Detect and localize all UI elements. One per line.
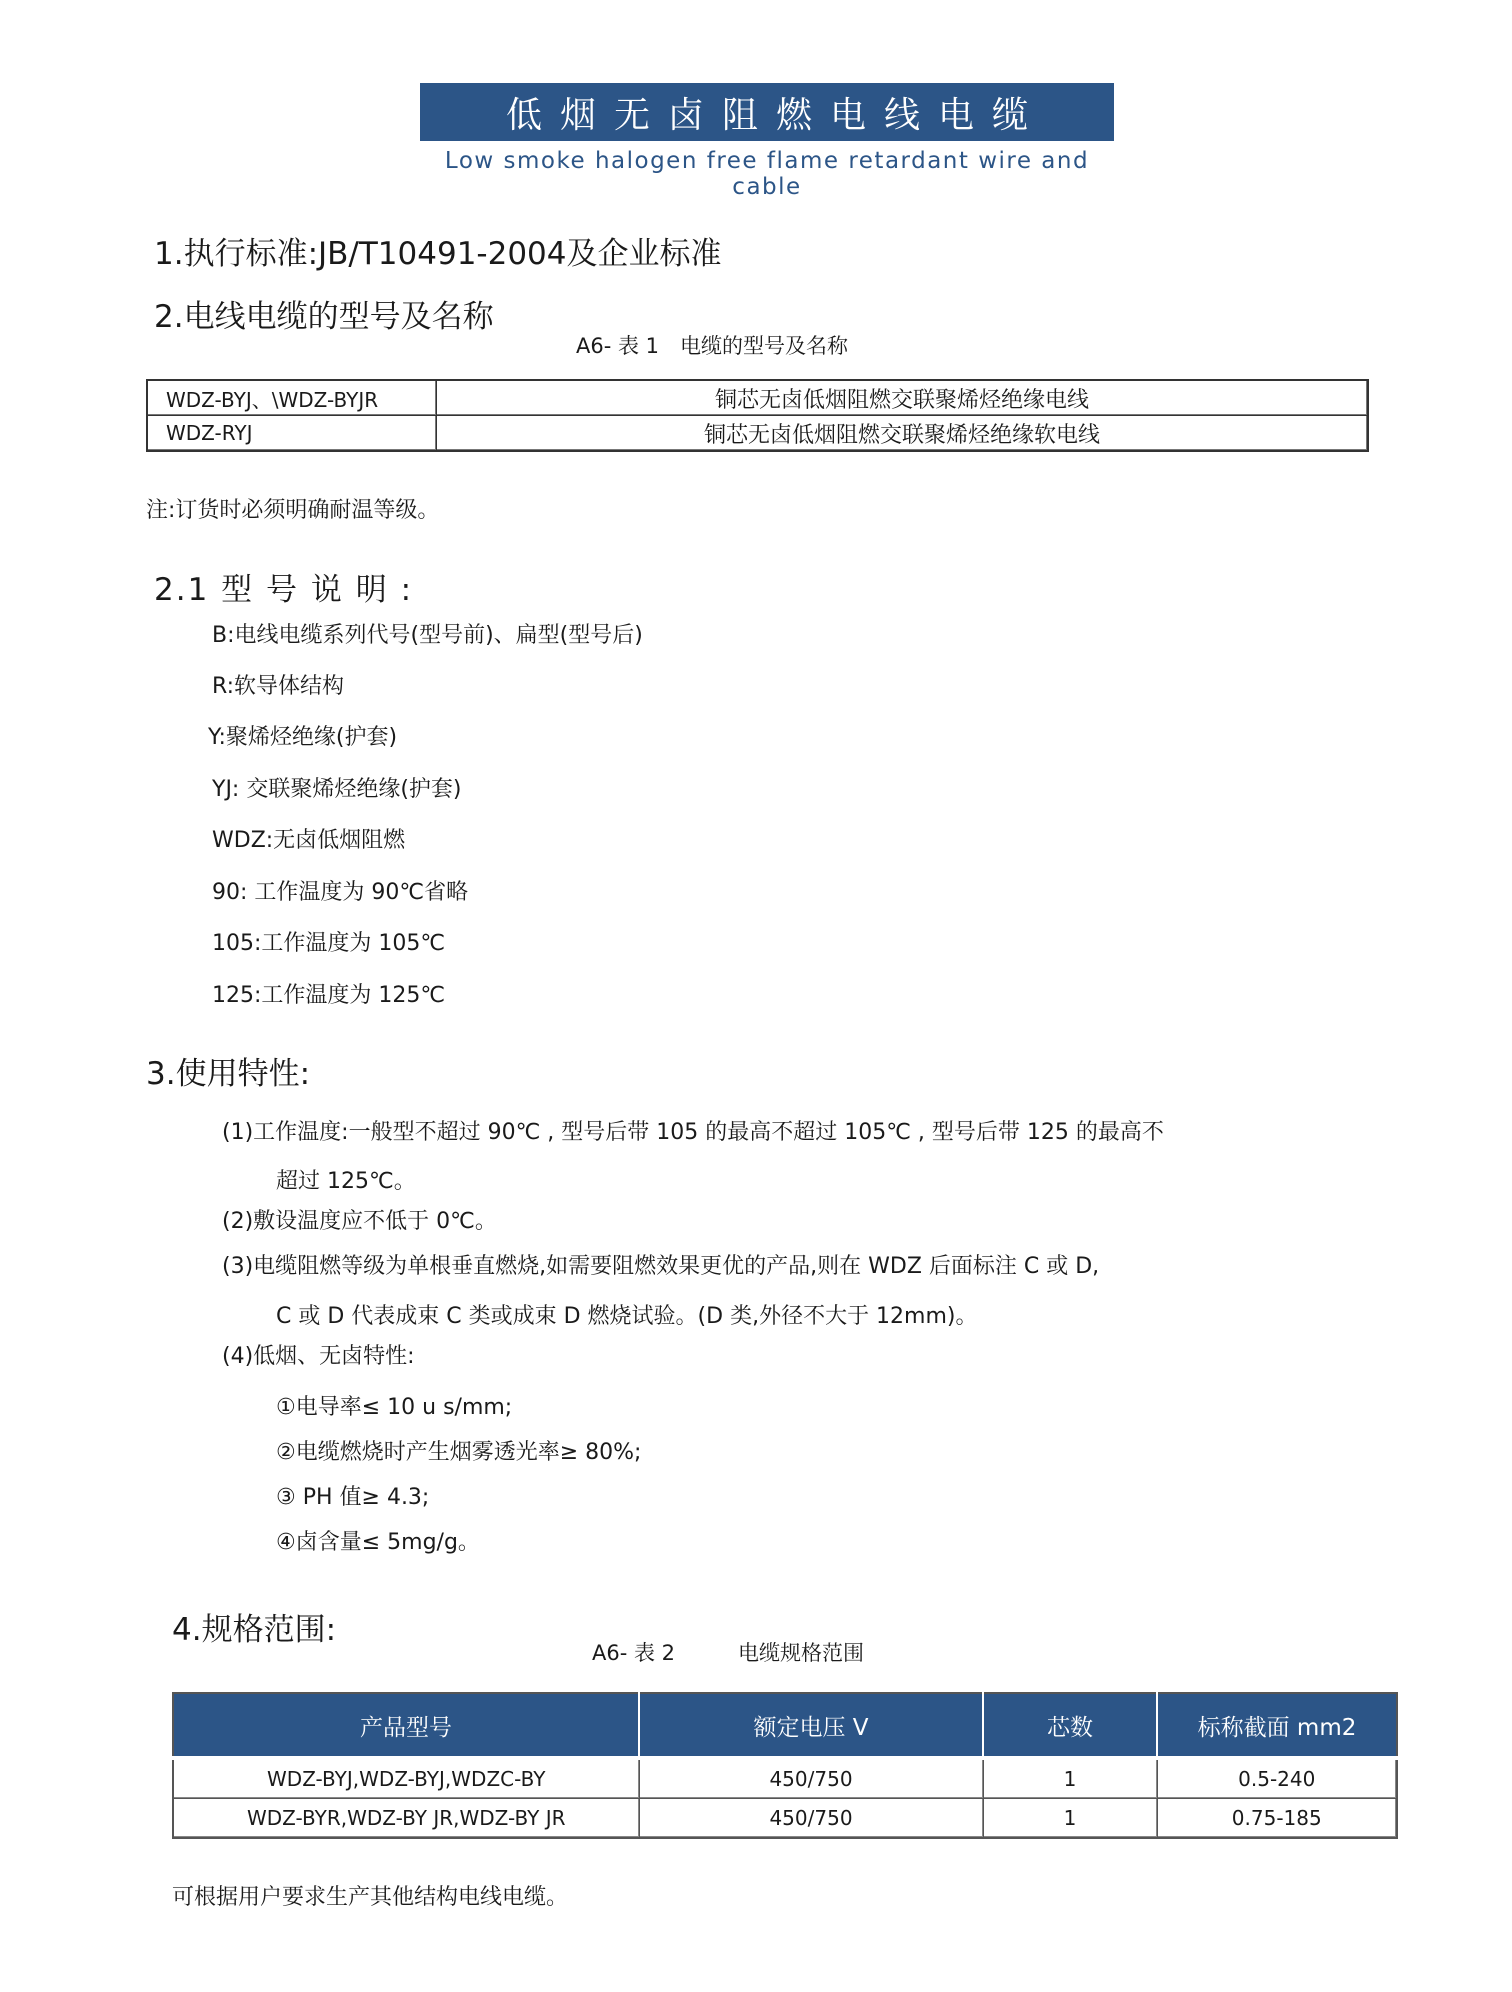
table-cell-name: 铜芯无卤低烟阻燃交联聚烯烃绝缘电线: [437, 380, 1369, 416]
property-2: (2)敷设温度应不低于 0℃。: [222, 1209, 497, 1234]
property-1: (1)工作温度:一般型不超过 90℃ , 型号后带 105 的最高不超过 105℃ , 型号后带 125 的最高不: [222, 1120, 1164, 1145]
table-cell: 450/750: [639, 1799, 983, 1839]
page-subtitle: Low smoke halogen free flame retardant wire and cable: [444, 148, 1090, 200]
list-item: Y:聚烯烃绝缘(护套): [208, 725, 398, 750]
spec-range-table: [172, 1692, 1398, 1839]
list-item: 105:工作温度为 105℃: [212, 931, 446, 956]
table-row: [147, 380, 1368, 416]
property-4-sub: ①电导率≤ 10 u s/mm;: [276, 1395, 513, 1420]
section21-heading: 2.1 型 号 说 明 :: [154, 572, 414, 608]
list-item: 125:工作温度为 125℃: [212, 983, 446, 1008]
list-item: B:电线电缆系列代号(型号前)、扁型(型号后): [212, 623, 643, 648]
table1-caption: A6- 表 1 电缆的型号及名称: [576, 334, 849, 358]
table-cell: 0.75-185: [1157, 1799, 1397, 1839]
list-item: R:软导体结构: [212, 674, 345, 699]
table-cell: WDZ-BYJ,WDZ-BYJ,WDZC-BY: [173, 1758, 639, 1799]
footer-note: 可根据用户要求生产其他结构电线电缆。: [172, 1885, 569, 1910]
page-title: 低烟无卤阻燃电线电缆: [505, 94, 1046, 136]
list-item: WDZ:无卤低烟阻燃: [212, 828, 406, 853]
property-3-cont: C 或 D 代表成束 C 类或成束 D 燃烧试验。(D 类,外径不大于 12mm)。: [276, 1304, 978, 1329]
table2-caption: A6- 表 2 电缆规格范围: [592, 1641, 865, 1665]
table-cell: 1: [983, 1758, 1157, 1799]
property-1-cont: 超过 125℃。: [276, 1169, 416, 1194]
property-4-sub: ③ PH 值≥ 4.3;: [276, 1485, 430, 1510]
table-header-row: [173, 1693, 1397, 1758]
table-cell-code: WDZ-RYJ: [147, 416, 437, 452]
table-cell: 0.5-240: [1157, 1758, 1397, 1799]
table-cell-name: 铜芯无卤低烟阻燃交联聚烯烃绝缘软电线: [437, 416, 1369, 452]
list-item: 90: 工作温度为 90℃省略: [212, 880, 469, 905]
table-cell-code: WDZ-BYJ、\WDZ-BYJR: [147, 380, 437, 416]
section2-heading: 2.电线电缆的型号及名称: [154, 299, 494, 335]
property-3: (3)电缆阻燃等级为单根垂直燃烧,如需要阻燃效果更优的产品,则在 WDZ 后面标注 C 或 D,: [222, 1254, 1100, 1279]
table-row: [147, 416, 1368, 452]
column-header-model: 产品型号: [173, 1693, 639, 1758]
property-4-sub: ②电缆燃烧时产生烟雾透光率≥ 80%;: [276, 1440, 642, 1465]
order-note: 注:订货时必须明确耐温等级。: [146, 498, 440, 523]
table-row: [173, 1758, 1397, 1799]
section3-heading: 3.使用特性:: [146, 1056, 311, 1092]
column-header-section: 标称截面 mm2: [1157, 1693, 1397, 1758]
section4-heading: 4.规格范围:: [172, 1612, 337, 1648]
model-name-table: [146, 379, 1369, 452]
column-header-cores: 芯数: [983, 1693, 1157, 1758]
table-cell: WDZ-BYR,WDZ-BY JR,WDZ-BY JR: [173, 1799, 639, 1839]
section1-heading: 1.执行标准:JB/T10491-2004及企业标准: [154, 236, 722, 272]
list-item: YJ: 交联聚烯烃绝缘(护套): [212, 777, 462, 802]
title-banner: [420, 83, 1114, 141]
table-row: [173, 1799, 1397, 1839]
table-cell: 450/750: [639, 1758, 983, 1799]
property-4: (4)低烟、无卤特性:: [222, 1344, 415, 1369]
property-4-sub: ④卤含量≤ 5mg/g。: [276, 1530, 480, 1555]
table-cell: 1: [983, 1799, 1157, 1839]
column-header-voltage: 额定电压 V: [639, 1693, 983, 1758]
